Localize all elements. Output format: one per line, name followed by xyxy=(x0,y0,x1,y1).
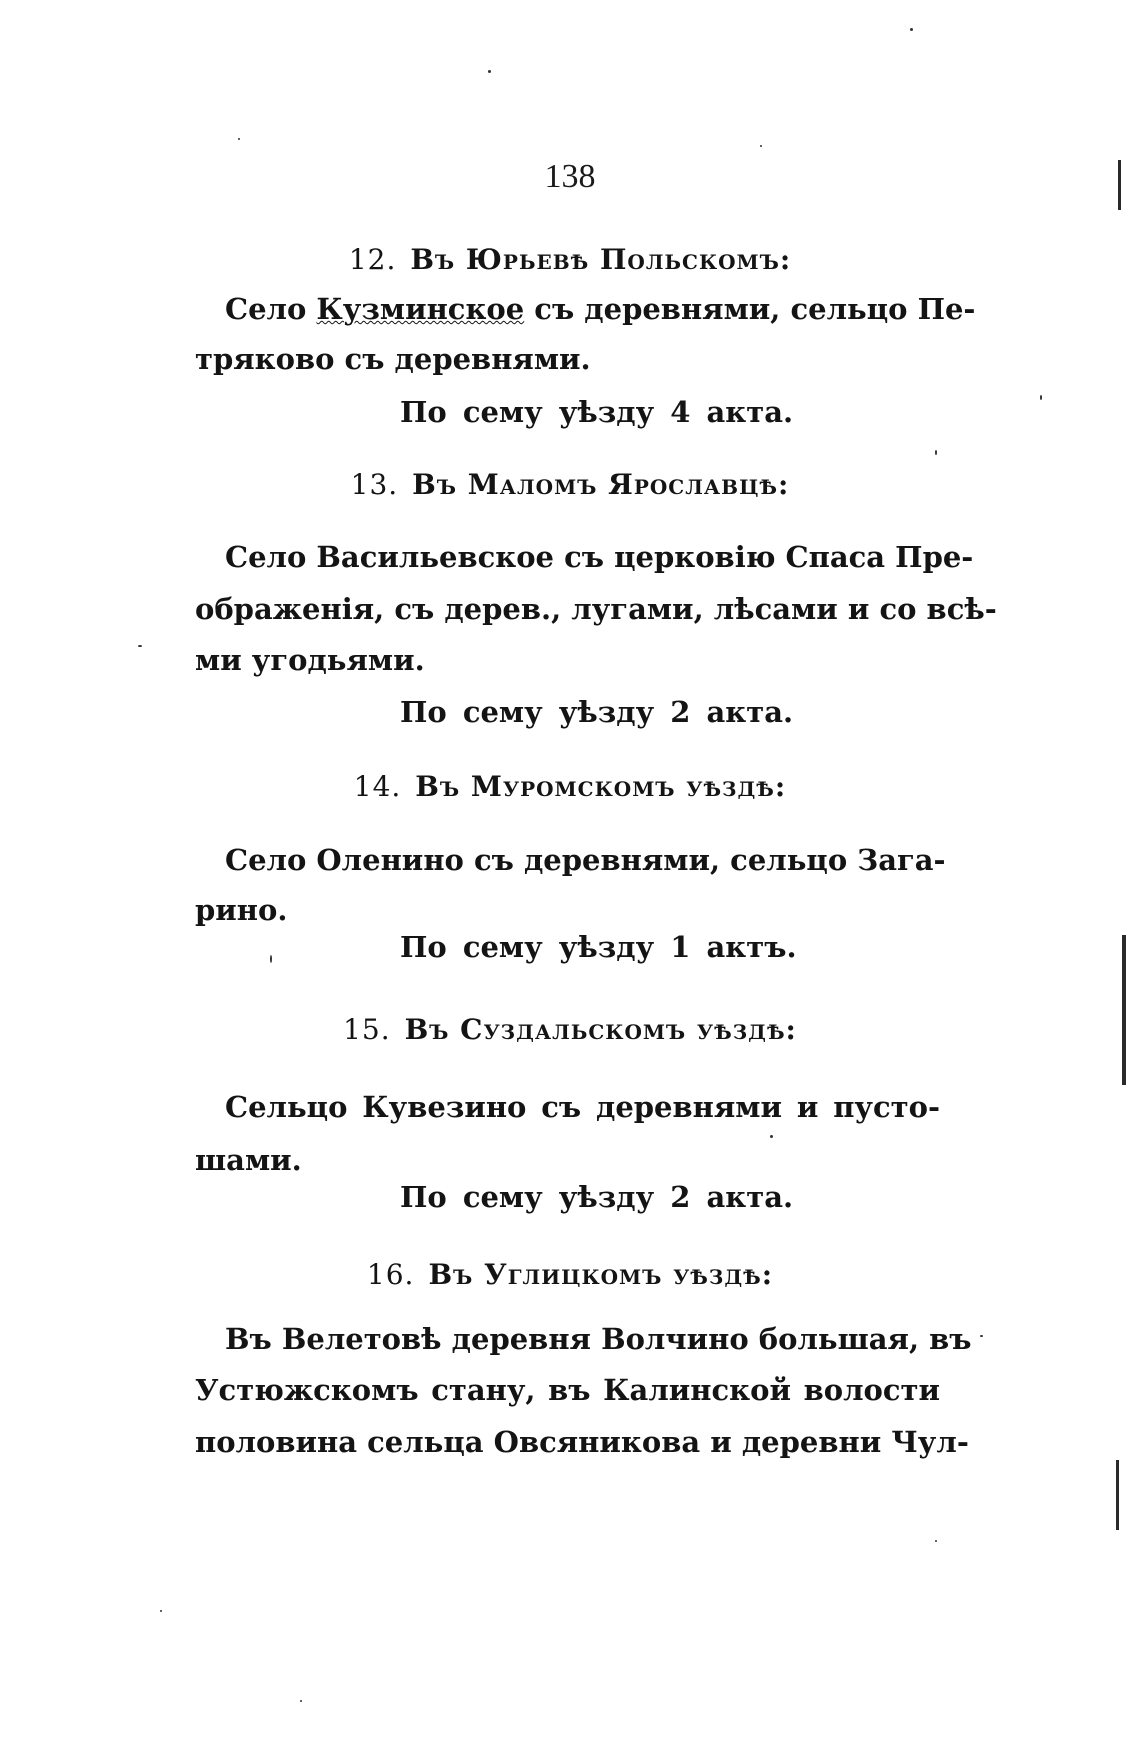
section-title: Въ Суздальскомъ уѣздѣ: xyxy=(404,1013,797,1046)
scan-speck xyxy=(980,1335,983,1337)
scan-speck xyxy=(270,955,272,963)
section-14-line-2: рино. xyxy=(195,893,288,927)
scan-edge-mark xyxy=(1118,160,1121,210)
scan-speck xyxy=(935,450,937,455)
scan-speck xyxy=(300,1700,302,1702)
section-15-line-2: шами. xyxy=(195,1143,302,1177)
section-title: Въ Углицкомъ уѣздѣ: xyxy=(428,1258,774,1291)
section-13-line-2: ображенія, съ дерев., лугами, лѣсами и со всѣ- xyxy=(195,592,997,626)
section-14-summary: По сему уѣзду 1 актъ. xyxy=(400,930,797,964)
scan-speck xyxy=(1040,395,1042,400)
section-number: 13. xyxy=(350,468,399,501)
scan-speck xyxy=(160,1610,162,1612)
section-13-line-1: Село Васильевское съ церковію Спаса Пре- xyxy=(225,540,974,574)
scan-speck xyxy=(138,645,142,647)
section-12-summary: По сему уѣзду 4 акта. xyxy=(400,395,794,429)
section-15-line-1: Сельцо Кувезино съ деревнями и пусто- xyxy=(225,1090,940,1124)
scan-speck xyxy=(770,1135,773,1138)
section-title: Въ Муромскомъ уѣздѣ: xyxy=(415,770,787,803)
section-number: 14. xyxy=(353,770,402,803)
section-16-line-3: половина сельца Овсяникова и деревни Чул- xyxy=(195,1425,969,1459)
scan-speck xyxy=(910,28,913,31)
scan-edge-mark xyxy=(1122,935,1126,1085)
section-16-line-2: Устюжскомъ стану, въ Калинской волости xyxy=(195,1373,940,1407)
page-number: 138 xyxy=(544,158,596,195)
section-16-line-1: Въ Велетовѣ деревня Волчино большая, въ xyxy=(225,1322,972,1356)
scan-edge-mark xyxy=(1116,1460,1119,1530)
section-14-line-1: Село Оленино съ деревнями, сельцо Зага- xyxy=(225,843,946,877)
section-12-line-2: тряково съ деревнями. xyxy=(195,342,591,376)
section-title: Въ Юрьевѣ Польскомъ: xyxy=(410,243,792,276)
section-heading-12 xyxy=(0,243,1140,277)
section-number: 15. xyxy=(343,1013,391,1046)
section-13-summary: По сему уѣзду 2 акта. xyxy=(400,695,794,729)
section-heading-15 xyxy=(0,1013,1140,1047)
text-fragment: Село xyxy=(225,292,317,326)
section-heading-14 xyxy=(0,770,1140,804)
scan-speck xyxy=(935,1540,937,1542)
section-number: 16. xyxy=(366,1258,415,1291)
text-fragment: съ деревнями, сельцо Пе- xyxy=(524,292,976,326)
scan-speck xyxy=(238,138,240,140)
section-heading-13 xyxy=(0,468,1140,502)
underlined-word: Кузминское xyxy=(316,292,525,326)
section-heading-16 xyxy=(0,1258,1140,1292)
section-13-line-3: ми угодьями. xyxy=(195,643,425,677)
section-number: 12. xyxy=(348,243,397,276)
scan-speck xyxy=(760,145,762,147)
section-12-line-1 xyxy=(225,292,976,326)
section-title: Въ Маломъ Ярославцѣ: xyxy=(412,468,790,501)
section-15-summary: По сему уѣзду 2 акта. xyxy=(400,1180,794,1214)
scan-speck xyxy=(488,70,491,73)
